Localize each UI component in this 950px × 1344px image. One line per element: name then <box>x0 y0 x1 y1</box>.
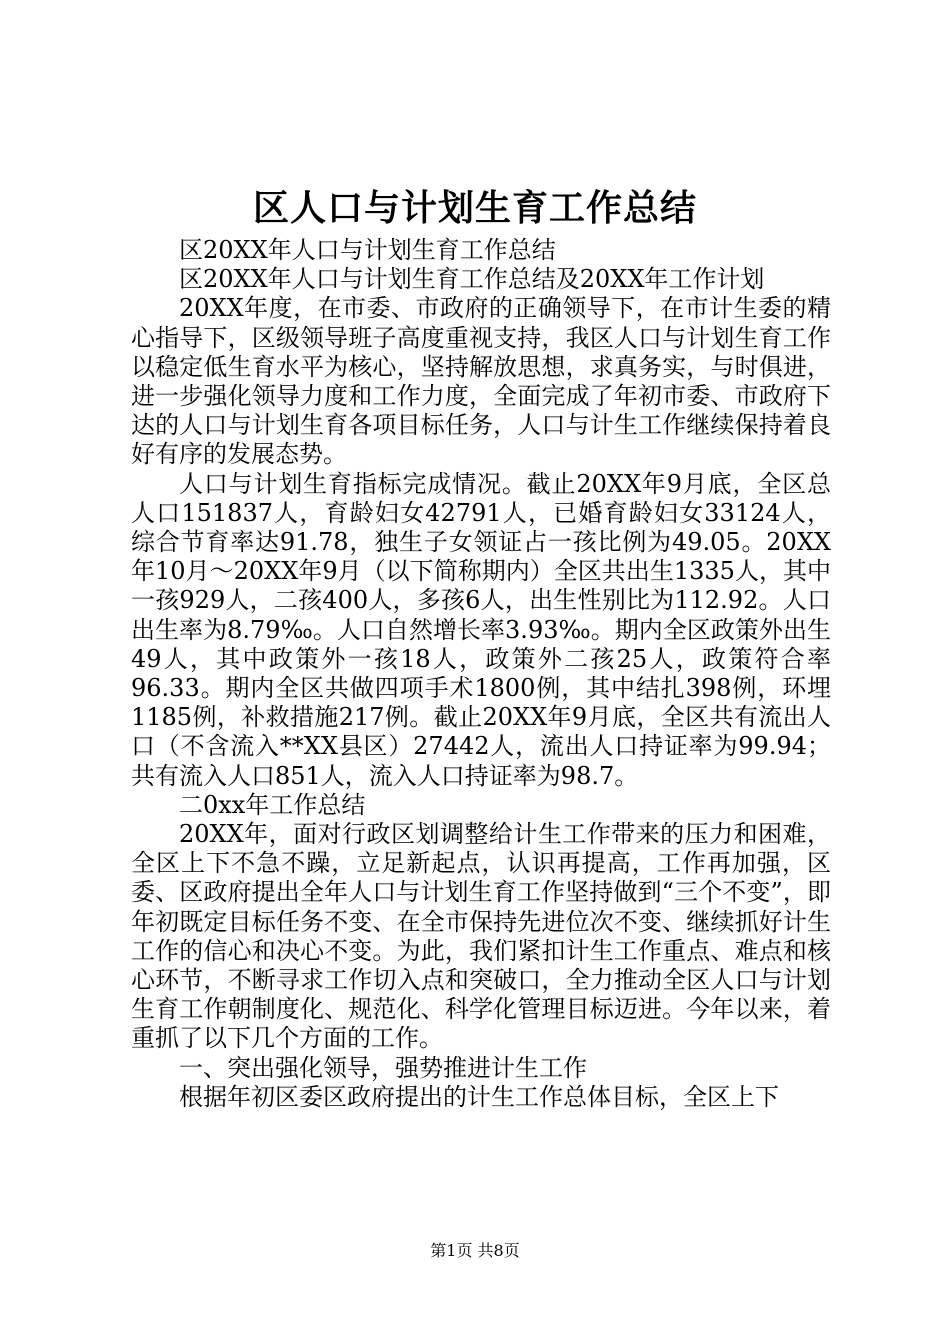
paragraph-indicators: 人口与计划生育指标完成情况。截止20XX年9月底，全区总人口151837人，育龄妇女42791人，已婚育龄妇女33124人，综合节育率达91.78，独生子女领证占一孩比例为49.05。20XX年10月～20XX年9月（以下简称期内）全区共出生1335人，其中一孩929人，二孩400人，多孩6人，出生性别比为112.92。人口出生率为8.79‰。人口自然增长率3.93‰。期内全区政策外出生49人，其中政策外一孩18人，政策外二孩25人，政策符合率96.33。期内全区共做四项手术1800例，其中结扎398例，环埋1185例，补救措施217例。截止20XX年9月底，全区共有流出人口（不含流入**XX县区）27442人，流出人口持证率为99.94；共有流入人口851人，流入人口持证率为98.7。 <box>131 469 831 790</box>
document-title: 区人口与计划生育工作总结 <box>252 187 697 229</box>
section-heading-leadership: 一、突出强化领导，强势推进计生工作 <box>179 1053 587 1082</box>
page-footer: 第1页 共8页 <box>430 1241 520 1260</box>
paragraph-subtitle: 区20XX年人口与计划生育工作总结 <box>179 236 556 264</box>
paragraph-subtitle-plan: 区20XX年人口与计划生育工作总结及20XX年工作计划 <box>179 265 765 294</box>
paragraph-leadership: 根据年初区委区政府提出的计生工作总体目标，全区上下 <box>179 1082 779 1111</box>
section-heading-summary: 二0xx年工作总结 <box>179 790 366 819</box>
paragraph-summary: 20XX年，面对行政区划调整给计生工作带来的压力和困难，全区上下不急不躁，立足新起点，认识再提高，工作再加强，区委、区政府提出全年人口与计划生育工作坚持做到“三个不变”，即年初既定目标任务不变、在全市保持先进位次不变、继续抓好计生工作的信心和决心不变。为此，我们紧扣计生工作重点、难点和核心环节，不断寻求工作切入点和突破口，全力推动全区人口与计划生育工作朝制度化、规范化、科学化管理目标迈进。今年以来，着重抓了以下几个方面的工作。 <box>131 820 831 1053</box>
document-body <box>131 236 831 1112</box>
paragraph-intro: 20XX年度，在市委、市政府的正确领导下，在市计生委的精心指导下，区级领导班子高度重视支持，我区人口与计划生育工作以稳定低生育水平为核心，坚持解放思想，求真务实，与时俱进，进一步强化领导力度和工作力度，全面完成了年初市委、市政府下达的人口与计划生育各项目标任务，人口与计生工作继续保持着良好有序的发展态势。 <box>131 294 831 469</box>
